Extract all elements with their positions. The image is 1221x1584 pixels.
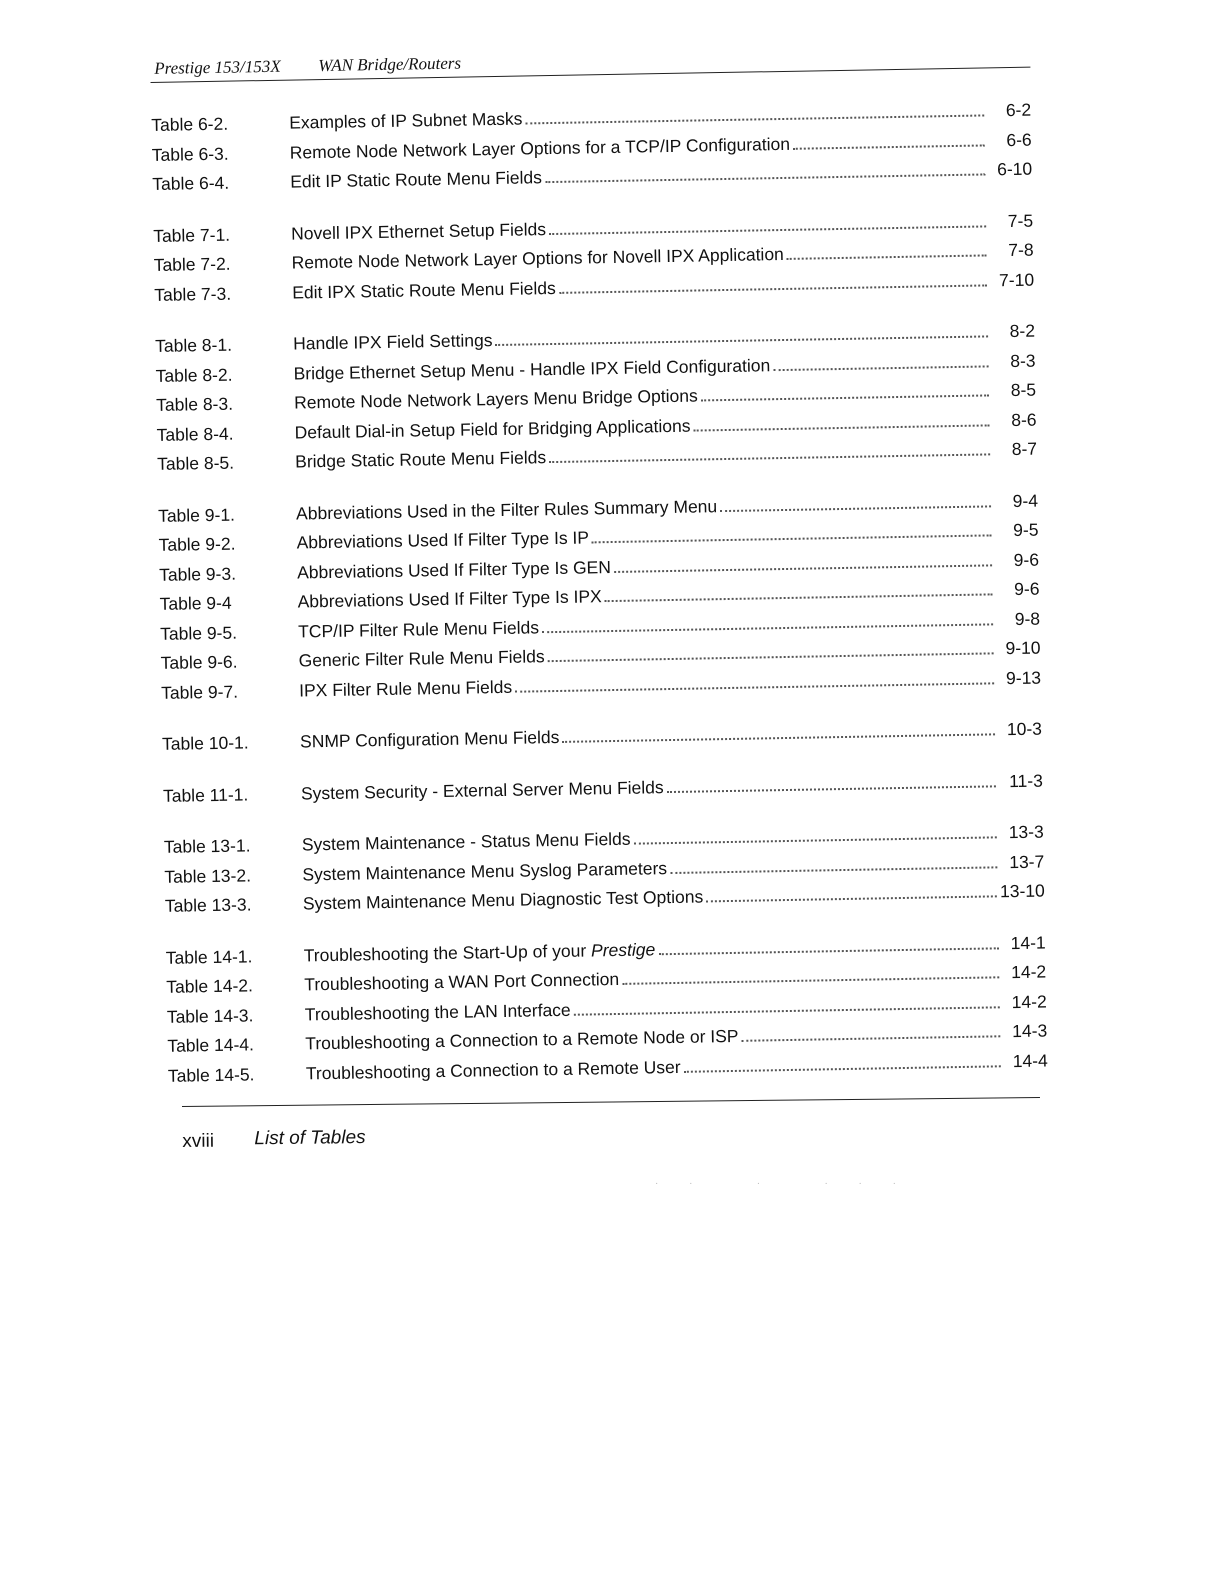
table-title-text: Bridge Ethernet Setup Menu - Handle IPX Field Configuration <box>293 354 771 384</box>
table-number: Table 9-6. <box>160 651 238 673</box>
table-number: Table 13-2. <box>164 864 252 887</box>
table-number: Table 13-1. <box>163 835 251 857</box>
table-number: Table 9-7. <box>161 681 239 703</box>
page-reference: 9-8 <box>1014 608 1041 629</box>
toc-group <box>153 206 1034 310</box>
table-number: Table 9-5. <box>159 622 238 644</box>
page-reference: 13-7 <box>1009 851 1045 872</box>
table-title-text: Abbreviations Used If Filter Type Is IP <box>296 527 590 553</box>
table-title-text: Remote Node Network Layer Options for Novell IPX Application <box>291 243 784 273</box>
table-number: Table 8-5. <box>157 452 235 474</box>
table-number: Table 9-3. <box>158 563 237 585</box>
page-reference: 8-6 <box>1011 409 1037 430</box>
table-title-text: Abbreviations Used If Filter Type Is GEN <box>296 556 612 583</box>
table-title <box>289 104 526 138</box>
table-title-text: System Maintenance Menu Syslog Parameters <box>302 857 668 884</box>
page-reference: 9-13 <box>1005 667 1042 688</box>
toc-group <box>166 928 1048 1091</box>
page-reference: 14-2 <box>1011 990 1047 1012</box>
table-title-text: Remote Node Network Layers Menu Bridge Options <box>293 385 698 413</box>
page-reference: 6-10 <box>996 158 1033 180</box>
toc-entry <box>162 715 1042 760</box>
table-title-text: IPX Filter Rule Menu Fields <box>298 676 513 700</box>
table-number: Table 9-2. <box>158 533 236 555</box>
dot-leader <box>670 866 997 874</box>
toc-group <box>163 766 1043 811</box>
table-number: Table 14-5. <box>167 1063 255 1086</box>
table-number: Table 7-3. <box>154 283 232 305</box>
page-content <box>150 37 1048 1113</box>
dot-leader <box>545 173 985 183</box>
dot-leader <box>496 335 989 346</box>
page-reference: 8-7 <box>1011 438 1038 460</box>
table-title-text: Bridge Static Route Menu Fields <box>294 447 547 472</box>
table-title-text: Edit IPX Static Route Menu Fields <box>292 277 556 303</box>
toc-entry <box>163 766 1043 811</box>
list-of-tables <box>151 96 1048 1091</box>
table-title-text: Troubleshooting a Connection to a Remote User <box>305 1056 681 1083</box>
table-number: Table 10-1. <box>161 732 249 754</box>
dot-leader <box>684 1065 1001 1073</box>
table-number: Table 9-4 <box>159 592 232 614</box>
table-number: Table 13-3. <box>164 894 252 916</box>
page-reference: 14-4 <box>1012 1049 1048 1071</box>
table-number: Table 8-2. <box>155 364 233 386</box>
page-reference: 11-3 <box>1008 770 1044 791</box>
page-reference: 6-6 <box>1006 129 1032 150</box>
dot-leader <box>720 505 991 512</box>
page-reference: 13-10 <box>999 880 1045 902</box>
table-title <box>305 995 574 1029</box>
table-title <box>292 273 559 307</box>
table-title-text: System Maintenance Menu Diagnostic Test Options <box>302 886 704 914</box>
dot-leader <box>525 114 984 124</box>
table-number: Table 7-1. <box>153 224 231 246</box>
page-reference: 13-3 <box>1008 821 1044 843</box>
table-title <box>293 326 496 359</box>
table-title-text: Troubleshooting the LAN Interface <box>304 999 571 1024</box>
page-reference: 9-6 <box>1014 578 1040 599</box>
table-title-text: Troubleshooting a Connection to a Remote Node or ISP <box>305 1025 739 1054</box>
footer-section-title: List of Tables <box>254 1127 366 1150</box>
dot-leader <box>614 564 992 573</box>
table-title-emphasis: Prestige <box>590 938 656 960</box>
dot-leader <box>658 947 998 955</box>
table-number: Table 14-4. <box>167 1034 255 1056</box>
table-title <box>301 773 667 809</box>
page-reference: 9-10 <box>1005 637 1041 659</box>
table-title <box>295 443 549 477</box>
dot-leader <box>793 144 985 149</box>
table-number: Table 8-3. <box>155 393 234 415</box>
dot-leader <box>667 785 996 793</box>
dot-leader <box>701 394 989 401</box>
dot-leader <box>548 652 994 662</box>
table-title <box>300 723 563 757</box>
table-title-text: Handle IPX Field Settings <box>292 330 493 354</box>
scan-specks: · · · · · · <box>655 1178 910 1189</box>
toc-group <box>162 715 1042 760</box>
page-reference: 8-3 <box>1010 350 1036 371</box>
header-subtitle: WAN Bridge/Routers <box>318 53 462 76</box>
dot-leader <box>562 733 995 743</box>
toc-group <box>158 486 1041 708</box>
running-footer <box>182 1097 1042 1152</box>
table-number: Table 6-2. <box>151 113 229 135</box>
page-reference: 9-5 <box>1013 519 1039 541</box>
table-title <box>290 163 545 197</box>
dot-leader <box>592 534 992 543</box>
table-number: Table 6-4. <box>152 172 230 194</box>
page-reference: 9-6 <box>1013 549 1040 570</box>
dot-leader <box>634 836 997 844</box>
table-title-text: System Security - External Server Menu Fields <box>300 776 664 803</box>
table-title-text: Troubleshooting a WAN Port Connection <box>304 968 620 995</box>
table-number: Table 8-4. <box>156 423 234 445</box>
page-reference: 14-3 <box>1012 1020 1048 1042</box>
dot-leader <box>542 623 993 633</box>
toc-group <box>155 317 1037 480</box>
table-title-text: Examples of IP Subnet Masks <box>289 108 523 133</box>
table-number: Table 7-2. <box>153 253 231 275</box>
page-reference: 8-2 <box>1009 320 1036 342</box>
table-number: Table 14-3. <box>166 1004 254 1027</box>
running-header <box>150 37 1030 83</box>
page-reference: 7-8 <box>1008 239 1034 261</box>
page-reference: 14-2 <box>1010 961 1047 983</box>
table-number: Table 6-3. <box>151 143 229 165</box>
dot-leader <box>694 424 990 431</box>
table-title <box>298 642 548 676</box>
table-title-text: Default Dial-in Setup Field for Bridging Applications <box>294 415 691 443</box>
dot-leader <box>787 254 987 259</box>
table-title-text: Abbreviations Used If Filter Type Is IPX <box>297 586 602 612</box>
table-title <box>306 1052 684 1088</box>
table-title <box>303 882 707 919</box>
table-title-text: System Maintenance - Status Menu Fields <box>301 828 631 855</box>
dot-leader <box>605 593 993 602</box>
table-title-text: Abbreviations Used in the Filter Rules Summary Menu <box>295 495 718 524</box>
dot-leader <box>549 225 986 235</box>
table-title-text: Troubleshooting the Start-Up of your <box>303 940 587 965</box>
table-title <box>299 672 515 705</box>
header-product: Prestige 153/153X <box>154 56 281 78</box>
table-title-text: Edit IP Static Route Menu Fields <box>290 167 543 192</box>
table-number: Table 14-1. <box>165 945 253 968</box>
page-reference: 10-3 <box>1006 718 1043 740</box>
table-number: Table 9-1. <box>157 504 236 526</box>
page-reference: 8-5 <box>1010 379 1037 401</box>
dot-leader <box>622 976 999 985</box>
table-title-text: Remote Node Network Layer Options for a TCP/IP Configuration <box>289 133 791 163</box>
toc-group <box>164 818 1045 922</box>
page-reference: 14-1 <box>1010 932 1046 953</box>
dot-leader <box>559 284 987 293</box>
page-reference: 6-2 <box>1005 99 1032 121</box>
page-reference: 9-4 <box>1012 490 1039 511</box>
table-number: Table 14-2. <box>166 975 254 997</box>
dot-leader <box>574 1006 1000 1015</box>
table-title <box>291 215 549 249</box>
table-number: Table 11-1. <box>162 783 249 806</box>
page-reference: 7-5 <box>1007 210 1034 231</box>
table-title-text: TCP/IP Filter Rule Menu Fields <box>297 616 540 642</box>
table-title-text: Generic Filter Rule Menu Fields <box>298 646 545 671</box>
dot-leader <box>742 1035 1001 1042</box>
dot-leader <box>773 365 988 371</box>
table-title <box>298 613 542 647</box>
dot-leader <box>706 895 997 902</box>
page-reference: 7-10 <box>998 269 1035 290</box>
dot-leader <box>549 453 990 463</box>
table-title-text: Novell IPX Ethernet Setup Fields <box>291 218 547 244</box>
table-title-text: SNMP Configuration Menu Fields <box>299 726 560 752</box>
toc-group <box>151 96 1032 200</box>
table-number: Table 8-1. <box>154 334 233 356</box>
footer-page-number: xviii <box>182 1130 215 1152</box>
dot-leader <box>515 682 994 692</box>
